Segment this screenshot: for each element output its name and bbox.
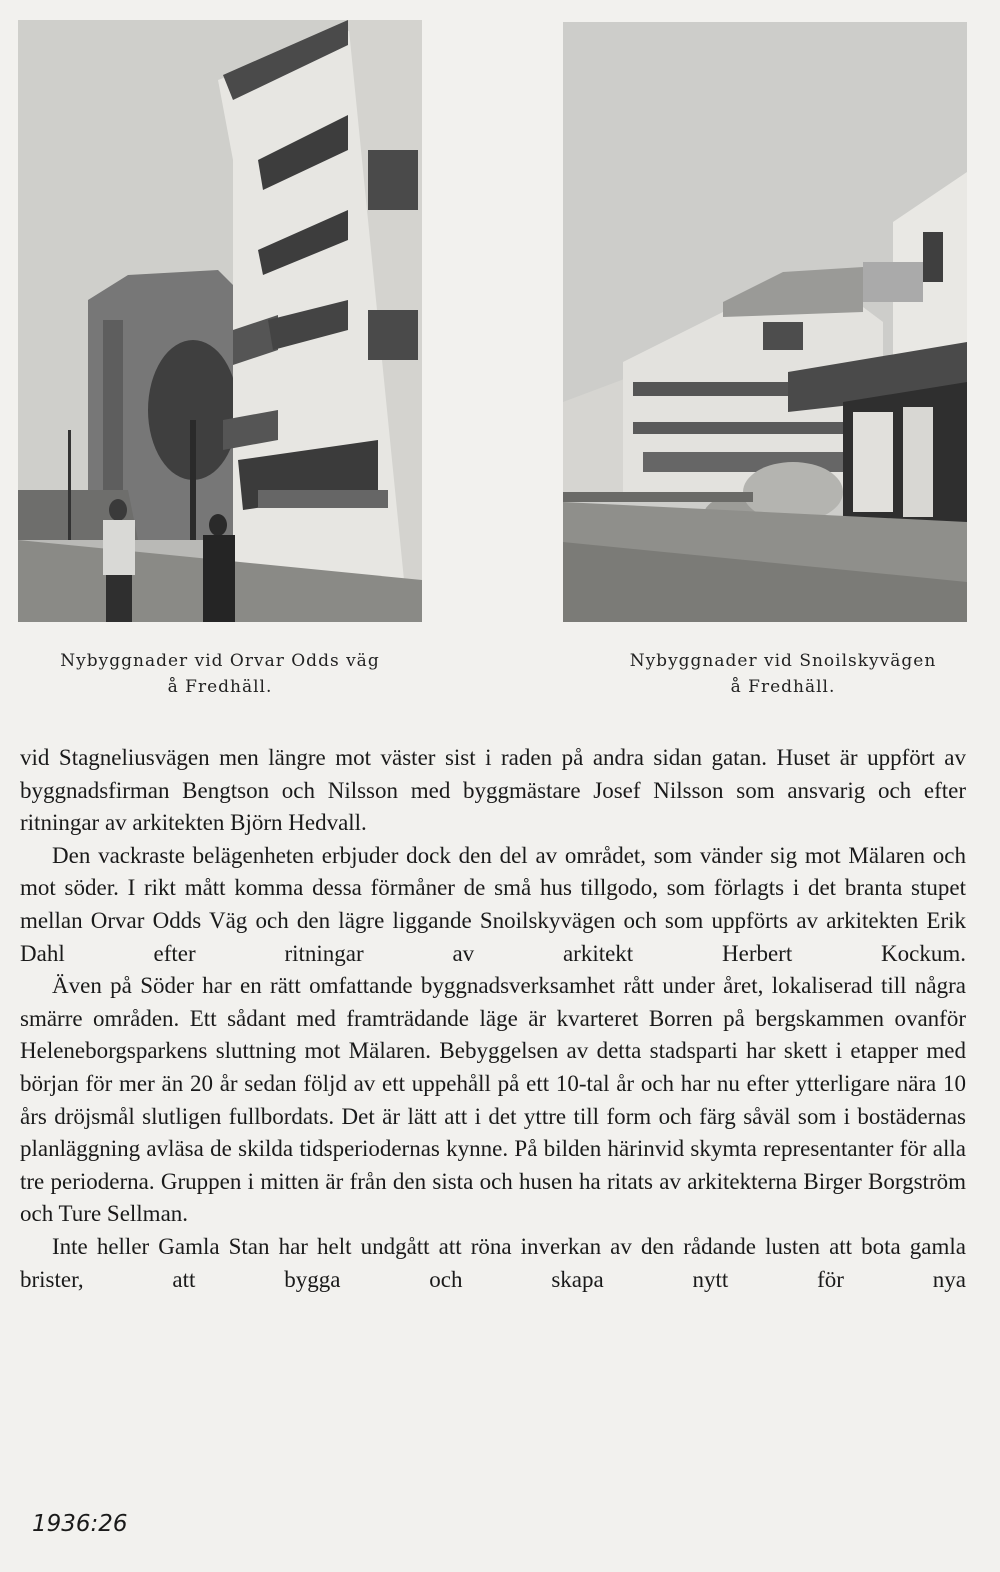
page-number: 1936:26 bbox=[32, 1511, 128, 1537]
photo-snoilskyvagen bbox=[563, 22, 967, 622]
figure-caption-left bbox=[18, 648, 422, 700]
paragraph: Inte heller Gamla Stan har helt undgått att röna inverkan av den rådande lusten att bota gamla brister, att bygga och skapa nytt för nya bbox=[20, 1233, 966, 1292]
caption-line: Nybyggnader vid Orvar Odds väg bbox=[60, 651, 380, 671]
figure-caption-right bbox=[563, 648, 1000, 700]
paragraph: vid Stagneliusvägen men längre mot väster sist i raden på andra sidan gatan. Huset är uppfört av byggnadsfirman Bengtson och Nilsson med byggmästare Josef Nilsson som ansvarig och efter ritningar av arkitekten Björn Hedvall. bbox=[20, 745, 966, 836]
photo-orvar-odds-vag bbox=[18, 20, 422, 622]
article-body bbox=[20, 742, 966, 1296]
caption-line: å Fredhäll. bbox=[167, 677, 273, 697]
paragraph: Den vackraste belägenheten erbjuder dock den del av området, som vänder sig mot Mälaren och mot söder. I rikt mått komma dessa förmåner de små hus tillgodo, som förlagts i det branta stupet mellan Orvar Odds Väg och den lägre liggande Snoilskyvägen och som uppförts av arkitekten Erik Dahl efter ritningar av arkitekt Herbert Kockum. bbox=[20, 842, 966, 966]
building-photo-right bbox=[563, 22, 967, 622]
caption-line: Nybyggnader vid Snoilskyvägen bbox=[629, 651, 937, 671]
building-photo-left bbox=[18, 20, 422, 622]
paragraph: Även på Söder har en rätt omfattande byggnadsverksamhet rått under året, lokaliserad till några smärre områden. Ett sådant med framträdande läge är kvarteret Borren på bergskammen ovanför Heleneborgsparkens sluttning mot Mälaren. Bebyggelsen av detta stadsparti har skett i etapper med början för mer än 20 år sedan följd av ett uppehåll på ett 10-tal år och har nu efter ytterligare nära 10 års dröjsmål slutligen fullbordats. Det är lätt att i det yttre till form och färg såväl som i bostädernas planläggning avläsa de skilda tidsperiodernas kynne. På bilden härinvid skymta representanter för alla tre perioderna. Gruppen i mitten är från den sista och husen ha ritats av arkitekterna Birger Borgström och Ture Sellman. bbox=[20, 973, 966, 1227]
caption-line: å Fredhäll. bbox=[730, 677, 836, 697]
